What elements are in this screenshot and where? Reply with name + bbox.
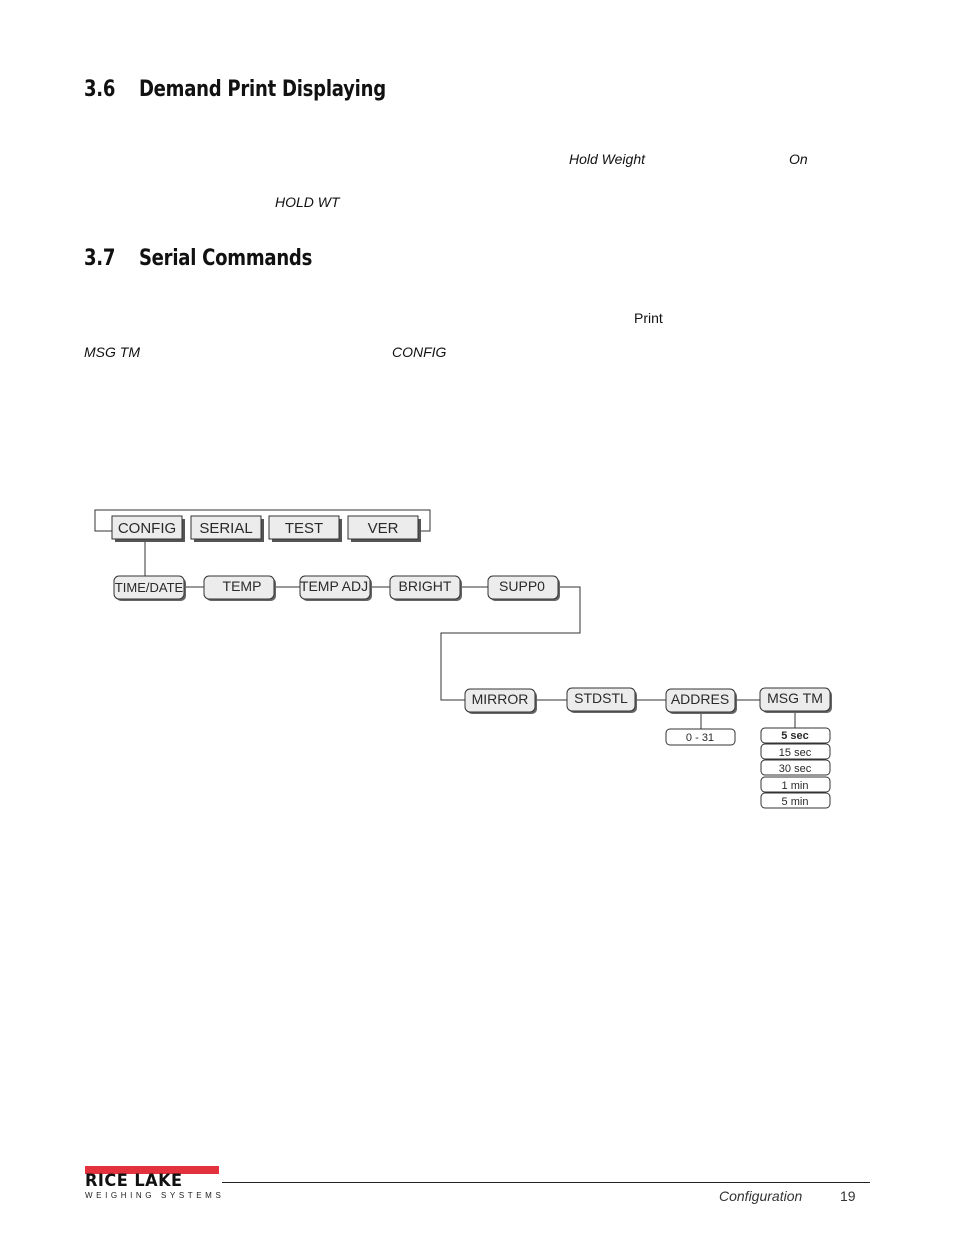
value-label: 0 - 31 xyxy=(685,732,715,744)
menu-value-option[interactable] xyxy=(761,777,830,792)
menu-node-time-date[interactable] xyxy=(114,576,186,601)
menu-value-option[interactable] xyxy=(761,744,830,759)
term-on: On xyxy=(789,151,808,167)
menu-node-temp[interactable] xyxy=(204,576,276,601)
menu-value-option[interactable] xyxy=(761,793,830,808)
menu-node-ver[interactable] xyxy=(348,516,421,542)
menu-node-label: TEST xyxy=(284,520,324,537)
menu-node-label: STDSTL xyxy=(574,690,628,706)
menu-node-label: TEMP xyxy=(222,578,262,594)
page-number: 19 xyxy=(840,1188,856,1204)
menu-node-label: SERIAL xyxy=(199,520,253,537)
logo-subtitle: WEIGHING SYSTEMS xyxy=(85,1191,225,1200)
menu-value-addres-range xyxy=(666,729,735,745)
menu-node-label: ADDRES xyxy=(670,691,730,707)
menu-node-label: BRIGHT xyxy=(398,578,452,594)
menu-node-test[interactable] xyxy=(269,516,342,542)
section-number: 3.7 xyxy=(84,246,116,271)
section-number: 3.6 xyxy=(84,77,116,102)
menu-value-list-msg-tm xyxy=(761,728,830,808)
value-label: 30 sec xyxy=(778,763,812,775)
menu-row-2 xyxy=(114,576,560,601)
menu-node-label: CONFIG xyxy=(117,520,177,537)
menu-node-label: MSG TM xyxy=(767,690,823,706)
menu-node-addres[interactable] xyxy=(666,689,737,714)
wrap-connector-line xyxy=(441,587,580,700)
value-label: 1 min xyxy=(781,780,809,792)
term-hold-wt: HOLD WT xyxy=(275,194,340,210)
term-msg-tm: MSG TM xyxy=(84,344,140,360)
menu-node-stdstl[interactable] xyxy=(567,688,637,713)
menu-top-row xyxy=(112,516,421,542)
menu-value-option[interactable] xyxy=(761,728,830,743)
value-label: 5 min xyxy=(781,796,809,808)
rice-lake-logo xyxy=(85,1166,225,1202)
menu-node-bright[interactable] xyxy=(390,576,462,601)
menu-node-label: TIME/DATE xyxy=(114,580,184,595)
menu-node-serial[interactable] xyxy=(191,516,264,542)
term-hold-weight: Hold Weight xyxy=(569,151,646,167)
menu-node-label: VER xyxy=(367,520,399,537)
menu-node-temp-adj[interactable] xyxy=(300,576,372,601)
menu-node-mirror[interactable] xyxy=(465,689,537,714)
menu-node-supp0[interactable] xyxy=(488,576,560,601)
menu-node-config[interactable] xyxy=(112,516,185,542)
menu-node-label: TEMP ADJ xyxy=(299,578,369,594)
section-title: Demand Print Displaying xyxy=(138,77,386,102)
menu-node-label: MIRROR xyxy=(471,691,529,707)
value-label: 15 sec xyxy=(778,747,812,759)
footer-rule xyxy=(222,1182,870,1183)
menu-node-label: SUPP0 xyxy=(499,578,545,594)
footer-section-name: Configuration xyxy=(719,1188,803,1204)
logo-brand-text: RICE LAKE xyxy=(85,1171,183,1191)
term-config: CONFIG xyxy=(392,344,447,360)
menu-node-msg-tm[interactable] xyxy=(760,688,832,713)
section-title: Serial Commands xyxy=(138,246,313,271)
menu-value-option[interactable] xyxy=(761,760,830,775)
term-print: Print xyxy=(634,310,663,326)
menu-row-3 xyxy=(465,688,832,714)
value-label: 5 sec xyxy=(781,730,809,742)
